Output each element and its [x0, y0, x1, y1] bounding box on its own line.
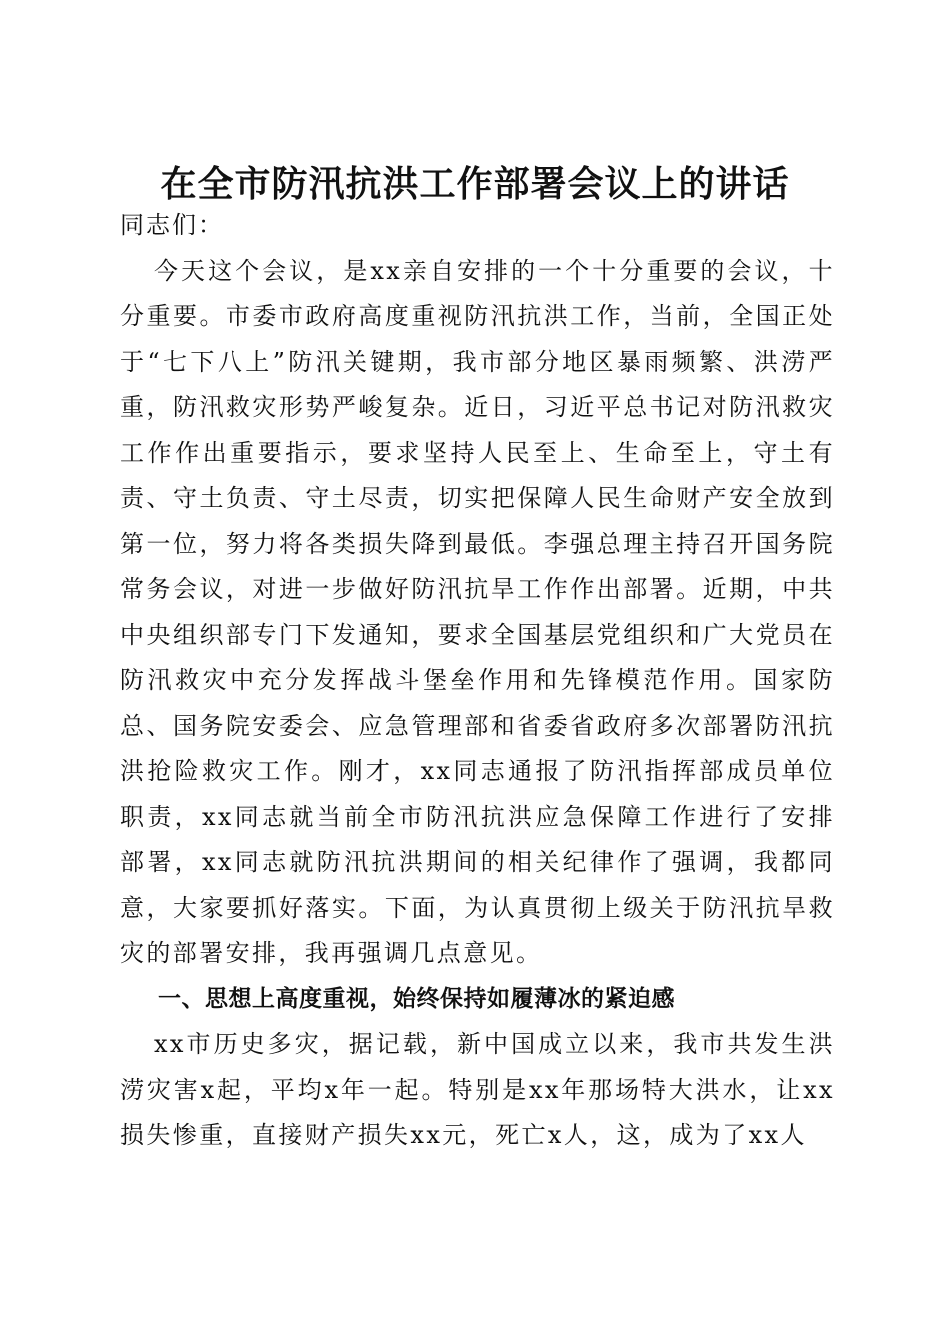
- paragraph-history: xx市历史多灾，据记载，新中国成立以来，我市共发生洪涝灾害x起，平均x年一起。特别是xx年那场特大洪水，让xx损失惨重，直接财产损失xx元，死亡x人，这，成为了xx人: [120, 1030, 835, 1149]
- paragraph-opening: 今天这个会议，是xx亲自安排的一个十分重要的会议，十分重要。市委市政府高度重视防汛抗洪工作，当前，全国正处于“七下八上”防汛关键期，我市部分地区暴雨频繁、洪涝严重，防汛救灾形势严峻复杂。近日，习近平总书记对防汛救灾工作作出重要指示，要求坚持人民至上、生命至上，守土有责、守土负责、守土尽责，切实把保障人民生命财产安全放到第一位，努力将各类损失降到最低。李强总理主持召开国务院常务会议，对进一步做好防汛抗旱工作作出部署。近期，中共中央组织部专门下发通知，要求全国基层党组织和广大党员在防汛救灾中充分发挥战斗堡垒作用和先锋模范作用。国家防总、国务院安委会、应急管理部和省委省政府多次部署防汛抗洪抢险救灾工作。刚才，xx同志通报了防汛指挥部成员单位职责，xx同志就当前全市防汛抗洪应急保障工作进行了安排部署，xx同志就防汛抗洪期间的相关纪律作了强调，我都同意，大家要抓好落实。下面，为认真贯彻上级关于防汛抗旱救灾的部署安排，我再强调几点意见。: [120, 256, 835, 967]
- document-body: [120, 203, 835, 1159]
- section-heading-1: 一、思想上高度重视，始终保持如履薄冰的紧迫感: [158, 985, 675, 1012]
- document-title: 在全市防汛抗洪工作部署会议上的讲话: [160, 163, 790, 206]
- salutation: 同志们：: [120, 211, 224, 239]
